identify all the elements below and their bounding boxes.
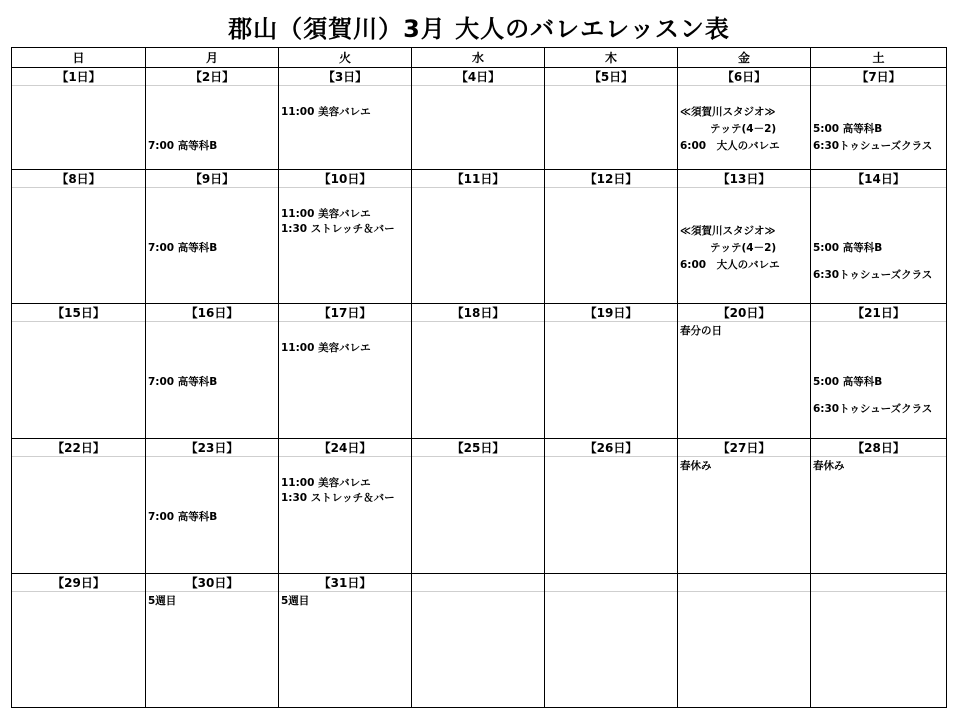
lesson-entry: 5:00 高等科B	[813, 123, 883, 135]
lesson-entry: ≪須賀川スタジオ≫	[680, 225, 776, 237]
day-number: 【30日】	[146, 574, 278, 592]
lesson-entry: 7:00 高等科B	[148, 242, 218, 254]
day-number: 【4日】	[412, 68, 544, 86]
lesson-entry: テッテ(4－2)	[710, 242, 777, 254]
day-number: 【26日】	[545, 439, 677, 457]
day-number: 【8日】	[12, 170, 145, 188]
day-number: 【18日】	[412, 304, 544, 322]
calendar-day-cell	[678, 304, 811, 438]
calendar-day-cell	[545, 304, 678, 438]
lesson-entry: 11:00 美容バレエ	[281, 477, 371, 489]
calendar-day-cell	[279, 304, 412, 438]
calendar-day-cell	[545, 574, 678, 708]
lesson-entry: テッテ(4－2)	[710, 123, 777, 135]
page-title: 郡山（須賀川）3月 大人のバレエレッスン表	[228, 14, 730, 43]
day-number: 【7日】	[811, 68, 946, 86]
calendar-day-cell	[279, 68, 412, 169]
calendar-day-cell	[146, 574, 279, 708]
lesson-entry: 1:30 ストレッチ＆バー	[281, 223, 395, 236]
calendar-day-cell	[811, 439, 946, 573]
calendar-week-row	[12, 170, 946, 304]
lesson-entry: 1:30 ストレッチ＆バー	[281, 492, 395, 505]
day-number: 【3日】	[279, 68, 411, 86]
lesson-entry: 11:00 美容バレエ	[281, 342, 371, 354]
lesson-entry: 7:00 高等科B	[148, 511, 218, 523]
calendar-week-row	[12, 574, 946, 708]
weekday-header: 土	[872, 51, 885, 65]
lesson-entry: 7:00 高等科B	[148, 376, 218, 388]
day-number: 【9日】	[146, 170, 278, 188]
calendar-day-cell	[545, 170, 678, 303]
weekday-header: 木	[545, 48, 678, 67]
day-number: 【10日】	[279, 170, 411, 188]
day-number: 【25日】	[412, 439, 544, 457]
calendar-day-cell	[811, 170, 946, 303]
lesson-entry: 6:00 大人のバレエ	[680, 259, 780, 271]
calendar-day-cell	[678, 439, 811, 573]
lesson-entry: 5:00 高等科B	[813, 242, 883, 254]
day-number: 【20日】	[678, 304, 810, 322]
calendar-week-row	[12, 304, 946, 439]
lesson-entry: 5:00 高等科B	[813, 376, 883, 388]
day-number: 【19日】	[545, 304, 677, 322]
day-number: 【29日】	[12, 574, 145, 592]
lesson-entry: 春分の日	[680, 325, 722, 337]
calendar-day-cell	[146, 439, 279, 573]
calendar-day-cell	[412, 170, 545, 303]
day-number: 【17日】	[279, 304, 411, 322]
calendar-day-cell	[12, 574, 146, 708]
lesson-entry: ≪須賀川スタジオ≫	[680, 106, 776, 118]
day-number: 【27日】	[678, 439, 810, 457]
day-number: 【15日】	[12, 304, 145, 322]
calendar-day-cell	[279, 574, 412, 708]
calendar-day-cell	[412, 68, 545, 169]
day-number: 【16日】	[146, 304, 278, 322]
day-number: 【6日】	[678, 68, 810, 86]
day-number: 【12日】	[545, 170, 677, 188]
weekday-header-row	[12, 48, 946, 68]
calendar-day-cell	[678, 170, 811, 303]
calendar-day-cell	[146, 304, 279, 438]
lesson-entry: 5週目	[281, 595, 310, 607]
lesson-entry: 11:00 美容バレエ	[281, 106, 371, 118]
calendar-day-cell	[12, 304, 146, 438]
calendar-day-cell	[279, 439, 412, 573]
weekday-header: 日	[12, 48, 146, 67]
lesson-entry: 春休み	[680, 460, 712, 472]
calendar-day-cell	[811, 68, 946, 169]
weekday-header: 月	[146, 48, 279, 67]
lesson-entry: 春休み	[813, 460, 845, 472]
day-number: 【1日】	[12, 68, 145, 86]
calendar-day-cell	[678, 68, 811, 169]
day-number: 【14日】	[811, 170, 946, 188]
lesson-entry: 11:00 美容バレエ	[281, 208, 371, 220]
calendar-day-cell	[12, 68, 146, 169]
day-number	[678, 574, 810, 592]
calendar-grid	[11, 47, 947, 708]
calendar-day-cell	[678, 574, 811, 708]
calendar-day-cell	[146, 170, 279, 303]
calendar-week-row	[12, 439, 946, 574]
day-number: 【2日】	[146, 68, 278, 86]
day-number	[545, 574, 677, 592]
lesson-entry: 6:30トゥシューズクラス	[813, 403, 933, 416]
lesson-entry: 7:00 高等科B	[148, 140, 218, 152]
lesson-entry: 6:30トゥシューズクラス	[813, 269, 933, 282]
day-number: 【31日】	[279, 574, 411, 592]
calendar-day-cell	[12, 439, 146, 573]
day-number	[412, 574, 544, 592]
lesson-entry: 6:00 大人のバレエ	[680, 140, 780, 152]
day-number: 【23日】	[146, 439, 278, 457]
calendar-day-cell	[412, 574, 545, 708]
lesson-entry: 5週目	[148, 595, 177, 607]
day-number	[811, 574, 946, 592]
day-number: 【11日】	[412, 170, 544, 188]
day-number: 【13日】	[678, 170, 810, 188]
day-number: 【24日】	[279, 439, 411, 457]
weekday-header: 金	[678, 48, 811, 67]
weekday-header: 火	[279, 48, 412, 67]
day-number: 【5日】	[545, 68, 677, 86]
calendar-week-row	[12, 68, 946, 170]
calendar-day-cell	[12, 170, 146, 303]
day-number: 【21日】	[811, 304, 946, 322]
lesson-entry: 6:30トゥシューズクラス	[813, 140, 933, 152]
calendar-day-cell	[412, 439, 545, 573]
day-number: 【28日】	[811, 439, 946, 457]
day-number: 【22日】	[12, 439, 145, 457]
calendar-day-cell	[146, 68, 279, 169]
calendar-day-cell	[412, 304, 545, 438]
calendar-day-cell	[811, 574, 946, 708]
calendar-day-cell	[811, 304, 946, 438]
weekday-header: 水	[412, 48, 545, 67]
calendar-day-cell	[545, 439, 678, 573]
calendar-day-cell	[545, 68, 678, 169]
calendar-day-cell	[279, 170, 412, 303]
